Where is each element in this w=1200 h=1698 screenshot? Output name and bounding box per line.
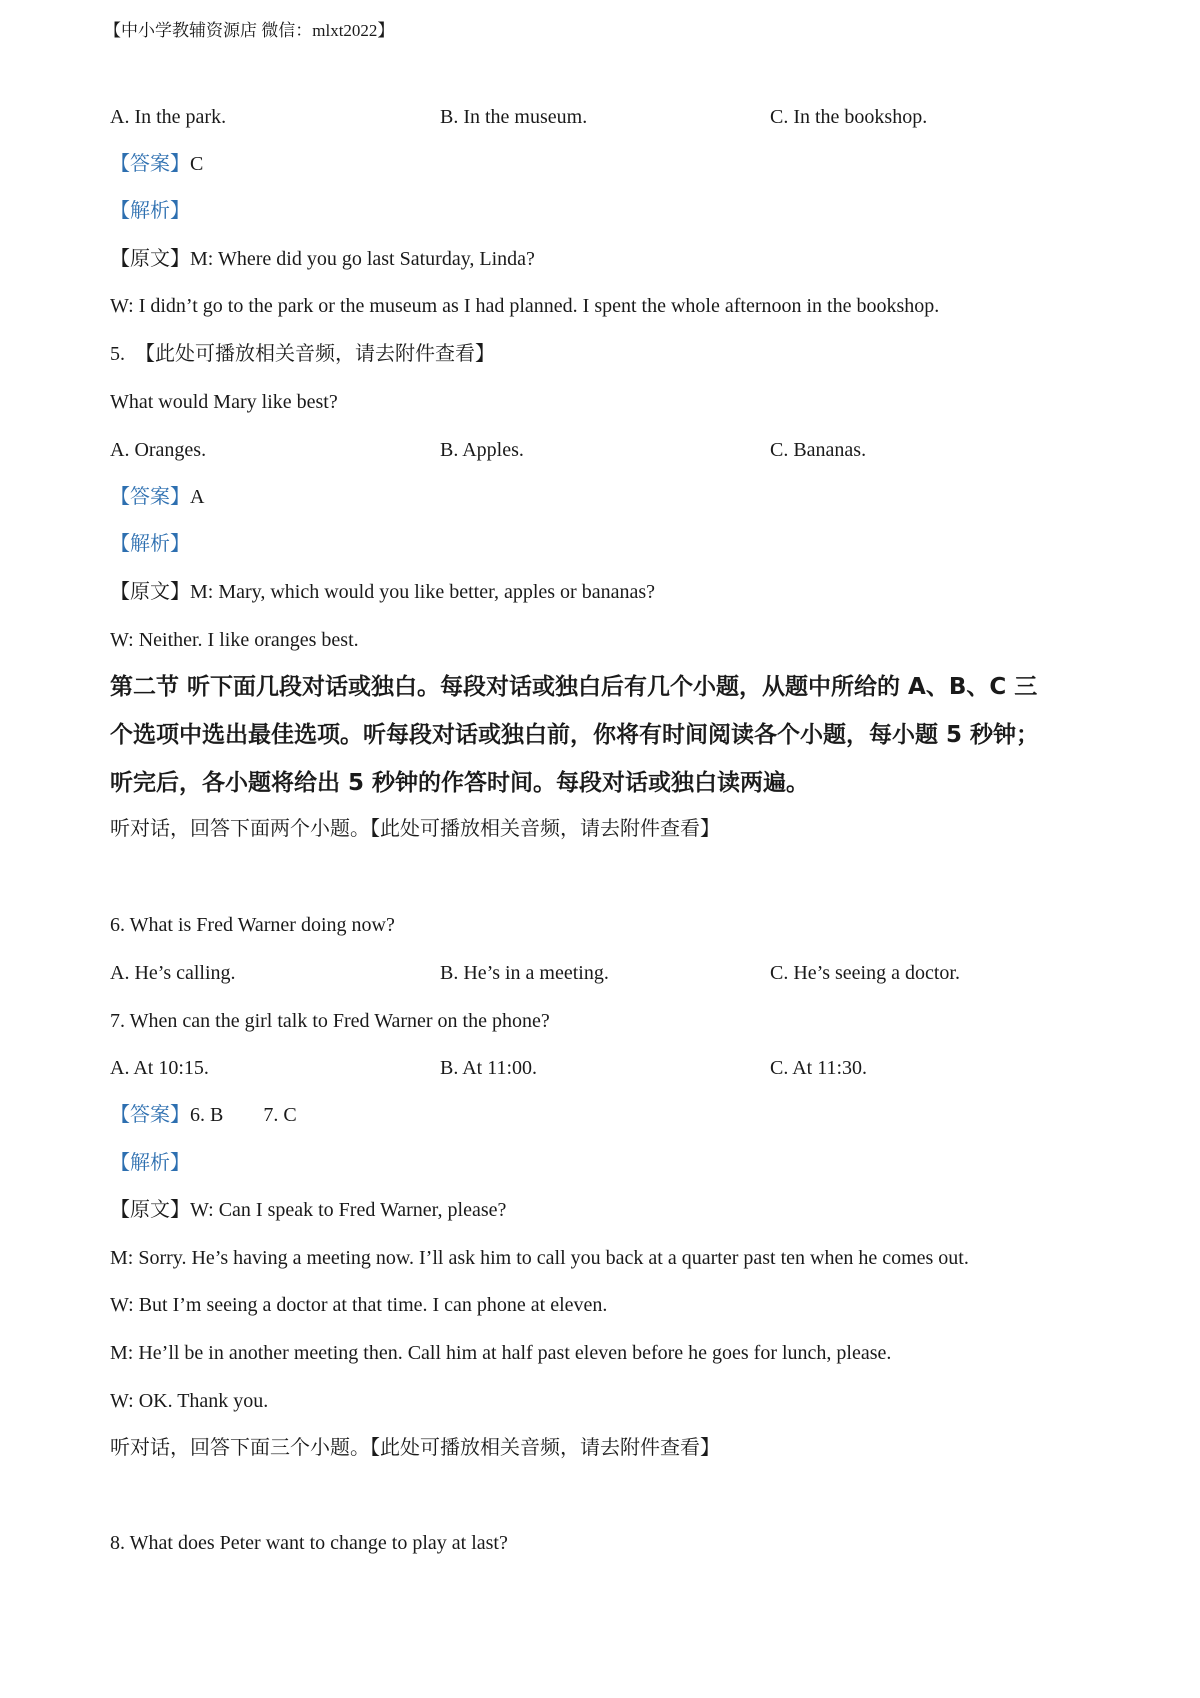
q6-answer-value: 6. B [190, 1104, 224, 1126]
q5-option-b: B. Apples. [440, 439, 524, 461]
q4-answer-value: C [190, 153, 204, 175]
q67-transcript-text-1: W: Can I speak to Fred Warner, please? [190, 1199, 507, 1221]
q4-answer [110, 151, 203, 177]
q7-option-c: C. At 11:30. [770, 1057, 868, 1079]
dialog1-intro: 听对话，回答下面两个小题。【此处可播放相关音频，请去附件查看】 [110, 818, 720, 840]
q4-option-b: B. In the museum. [440, 106, 588, 128]
analysis-tag: 【解析】 [110, 1152, 190, 1174]
q67-transcript-line-4: M: He’ll be in another meeting then. Call him at half past eleven before he goes for lunch, please. [110, 1342, 892, 1364]
q4-transcript-text-1: M: Where did you go last Saturday, Linda? [190, 248, 535, 270]
q5-answer-value: A [190, 486, 205, 508]
answer-tag: 【答案】 [110, 153, 190, 175]
q6-option-b: B. He’s in a meeting. [440, 962, 609, 984]
q5-transcript-line-2: W: Neither. I like oranges best. [110, 629, 359, 651]
q5-audio: 5. 【此处可播放相关音频，请去附件查看】 [110, 343, 495, 365]
q5-question: What would Mary like best? [110, 391, 338, 413]
q6-question: 6. What is Fred Warner doing now? [110, 914, 395, 936]
q6-option-a: A. He’s calling. [110, 962, 236, 984]
shop-header: 【中小学教辅资源店 微信：mlxt2022】 [104, 21, 395, 40]
q67-transcript-line-1 [110, 1197, 506, 1223]
q6-option-c: C. He’s seeing a doctor. [770, 962, 960, 984]
q4-transcript-line-2: W: I didn’t go to the park or the museum as I had planned. I spent the whole afternoon in the bookshop. [110, 295, 940, 317]
q4-analysis [110, 198, 190, 224]
q5-answer [110, 484, 204, 510]
transcript-tag: 【原文】 [110, 1199, 190, 1221]
q67-answer [110, 1102, 297, 1128]
q8-question: 8. What does Peter want to change to play at last? [110, 1532, 508, 1554]
q7-question: 7. When can the girl talk to Fred Warner on the phone? [110, 1010, 550, 1032]
analysis-tag: 【解析】 [110, 200, 190, 222]
q67-transcript-line-3: W: But I’m seeing a doctor at that time. I can phone at eleven. [110, 1294, 608, 1316]
analysis-tag: 【解析】 [110, 533, 190, 555]
q67-transcript-line-2: M: Sorry. He’s having a meeting now. I’ll ask him to call you back at a quarter past ten when he comes out. [110, 1247, 969, 1269]
q4-transcript-line-1 [110, 246, 535, 272]
q4-option-a: A. In the park. [110, 106, 227, 128]
q67-transcript-line-5: W: OK. Thank you. [110, 1390, 269, 1412]
q67-analysis [110, 1150, 190, 1176]
dialog2-intro: 听对话，回答下面三个小题。【此处可播放相关音频，请去附件查看】 [110, 1437, 720, 1459]
transcript-tag: 【原文】 [110, 248, 190, 270]
q7-option-a: A. At 10:15. [110, 1057, 209, 1079]
section2-heading-line-2: 个选项中选出最佳选项。听每段对话或独白前，你将有时间阅读各个小题，每小题 5 秒钟； [110, 722, 1040, 748]
q5-transcript-text-1: M: Mary, which would you like better, apples or bananas? [190, 581, 655, 603]
section2-heading-line-1: 第二节 听下面几段对话或独白。每段对话或独白后有几个小题，从题中所给的 A、B、C 三 [110, 674, 1038, 700]
section2-heading-line-3: 听完后，各小题将给出 5 秒钟的作答时间。每段对话或独白读两遍。 [110, 770, 810, 796]
q5-option-a: A. Oranges. [110, 439, 207, 461]
q5-transcript-line-1 [110, 579, 655, 605]
transcript-tag: 【原文】 [110, 581, 190, 603]
answer-tag: 【答案】 [110, 486, 190, 508]
q5-analysis [110, 531, 190, 557]
answer-tag: 【答案】 [110, 1104, 190, 1126]
q4-option-c: C. In the bookshop. [770, 106, 928, 128]
q7-option-b: B. At 11:00. [440, 1057, 538, 1079]
q7-answer-value: 7. C [263, 1104, 297, 1126]
q5-option-c: C. Bananas. [770, 439, 867, 461]
